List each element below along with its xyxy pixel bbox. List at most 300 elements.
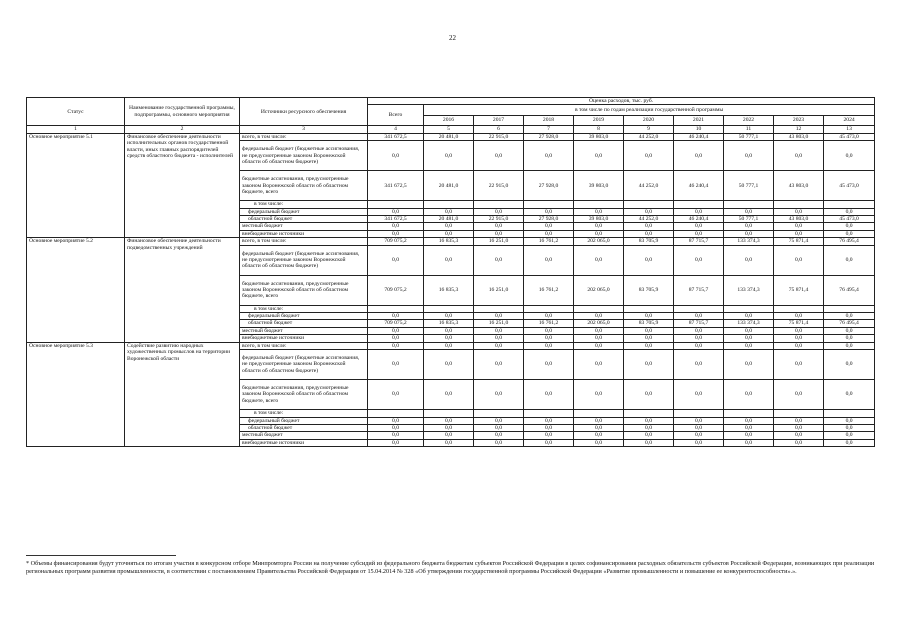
value-year: 75 871,4 (774, 275, 824, 305)
value-year: 0,0 (624, 223, 674, 230)
value-year: 0,0 (424, 245, 474, 275)
header-index-row (27, 126, 875, 133)
value-year (724, 305, 774, 312)
value-total: 0,0 (368, 245, 424, 275)
value-year: 0,0 (774, 439, 824, 446)
value-year: 0,0 (574, 424, 624, 431)
value-year: 0,0 (674, 335, 724, 342)
value-year: 0,0 (724, 327, 774, 334)
value-year (774, 201, 824, 208)
value-year: 202 065,0 (574, 320, 624, 327)
table-row (27, 342, 875, 349)
header-year: 2018 (524, 115, 574, 126)
value-year: 0,0 (774, 342, 824, 349)
header-funding-source: Источники ресурсного обеспечения (240, 98, 368, 126)
value-year: 0,0 (624, 417, 674, 424)
value-year: 16 251,0 (474, 320, 524, 327)
value-year: 0,0 (774, 313, 824, 320)
header-index: 7 (524, 126, 574, 133)
footnote-divider (26, 555, 176, 556)
value-year: 83 705,9 (624, 275, 674, 305)
value-year: 0,0 (624, 141, 674, 171)
value-year: 75 871,4 (774, 320, 824, 327)
value-year: 76 495,4 (824, 275, 875, 305)
funding-source: в том числе: (240, 410, 368, 417)
value-year: 0,0 (674, 432, 724, 439)
header-index: 9 (624, 126, 674, 133)
value-year: 0,0 (424, 223, 474, 230)
funding-source: внебюджетные источники (240, 335, 368, 342)
value-total (368, 410, 424, 417)
funding-source: местный бюджет (240, 327, 368, 334)
value-year: 133 374,3 (724, 320, 774, 327)
header-status: Статус (27, 98, 125, 126)
value-year (524, 201, 574, 208)
value-year: 0,0 (624, 327, 674, 334)
value-year: 0,0 (474, 439, 524, 446)
value-year: 0,0 (774, 230, 824, 237)
value-year: 16 835,3 (424, 238, 474, 245)
value-year: 0,0 (524, 208, 574, 215)
value-year: 16 251,0 (474, 275, 524, 305)
value-year: 0,0 (774, 223, 824, 230)
value-year: 20 481,0 (424, 216, 474, 223)
table-row (27, 238, 875, 245)
value-year: 16 761,2 (524, 275, 574, 305)
value-year (624, 201, 674, 208)
value-year (824, 305, 875, 312)
value-year: 0,0 (424, 335, 474, 342)
value-year: 0,0 (674, 350, 724, 380)
page-number: 22 (449, 34, 456, 42)
value-year (774, 305, 824, 312)
measure-name: Содействие развитию народных художественных промыслов на территории Воронежской области (125, 342, 240, 446)
value-year: 0,0 (824, 432, 875, 439)
value-year: 0,0 (574, 335, 624, 342)
value-total: 341 672,5 (368, 133, 424, 140)
value-year: 45 473,0 (824, 171, 875, 201)
header-index: 3 (240, 126, 368, 133)
value-year: 16 761,2 (524, 320, 574, 327)
funding-source: местный бюджет (240, 432, 368, 439)
value-year: 0,0 (574, 327, 624, 334)
value-year: 16 251,0 (474, 238, 524, 245)
value-year (474, 305, 524, 312)
value-year (774, 410, 824, 417)
value-year: 0,0 (524, 223, 574, 230)
value-year: 75 871,4 (774, 238, 824, 245)
funding-source: местный бюджет (240, 223, 368, 230)
value-year: 0,0 (774, 141, 824, 171)
value-year: 16 761,2 (524, 238, 574, 245)
value-year: 0,0 (674, 208, 724, 215)
value-total: 341 672,5 (368, 216, 424, 223)
value-year: 0,0 (674, 141, 724, 171)
value-year: 39 803,0 (574, 216, 624, 223)
value-year: 50 777,1 (724, 133, 774, 140)
value-year: 0,0 (624, 208, 674, 215)
funding-source: в том числе: (240, 201, 368, 208)
value-year: 0,0 (424, 342, 474, 349)
measure-status: Основное мероприятие 5.3 (27, 342, 125, 446)
value-year: 0,0 (424, 327, 474, 334)
value-year (574, 201, 624, 208)
funding-source: бюджетные ассигнования, предусмотренные законом Воронежской области об областном бюджете, всего (240, 380, 368, 410)
header-year: 2016 (424, 115, 474, 126)
header-year: 2023 (774, 115, 824, 126)
value-year: 0,0 (724, 424, 774, 431)
value-year (424, 410, 474, 417)
value-total: 341 672,5 (368, 171, 424, 201)
value-year: 0,0 (474, 335, 524, 342)
value-year: 50 777,1 (724, 216, 774, 223)
funding-source: внебюджетные источники (240, 439, 368, 446)
value-year: 76 495,4 (824, 238, 875, 245)
value-year: 44 252,0 (624, 216, 674, 223)
value-total: 0,0 (368, 335, 424, 342)
header-index: 8 (574, 126, 624, 133)
value-total: 0,0 (368, 230, 424, 237)
value-year: 27 928,0 (524, 216, 574, 223)
table-header (27, 98, 875, 134)
funding-source: внебюджетные источники (240, 230, 368, 237)
value-year: 39 803,0 (574, 171, 624, 201)
header-index: 11 (724, 126, 774, 133)
value-year: 0,0 (824, 245, 875, 275)
table-body (27, 133, 875, 446)
header-year: 2021 (674, 115, 724, 126)
value-year: 0,0 (724, 417, 774, 424)
header-by-year: в том числе по годам реализации государственной программы (424, 105, 875, 116)
funding-source: федеральный бюджет (240, 313, 368, 320)
footnote: * Объемы финансирования будут уточняться по итогам участия в конкурсном отборе Минпромторга России на получение субсидий из федерального бюджета бюджетам субъектов Российской Федерации в целях софинансирования расходных обязательств субъектов Российской Федерации, возникающих при реализации региональных программ развития промышленности, в соответствии с постановлением Правительства Российской Федерации от 15.04.2014 № 328 «Об утверждении государственной программы Российской Федерации «Развитие промышленности и повышение ее конкурентоспособности».». (26, 560, 875, 575)
value-year: 0,0 (674, 342, 724, 349)
value-year: 0,0 (724, 380, 774, 410)
value-year (424, 201, 474, 208)
value-year: 20 481,0 (424, 133, 474, 140)
value-year: 0,0 (624, 342, 674, 349)
value-year: 0,0 (524, 380, 574, 410)
value-year: 0,0 (524, 350, 574, 380)
value-year: 0,0 (724, 223, 774, 230)
value-year: 0,0 (624, 245, 674, 275)
header-year: 2017 (474, 115, 524, 126)
header-index: 2 (125, 126, 240, 133)
funding-source: областной бюджет (240, 216, 368, 223)
value-year: 44 252,0 (624, 171, 674, 201)
value-year: 0,0 (724, 230, 774, 237)
value-year: 0,0 (574, 141, 624, 171)
value-year: 0,0 (574, 350, 624, 380)
value-year: 0,0 (574, 230, 624, 237)
header-index: 10 (674, 126, 724, 133)
value-year: 87 715,7 (674, 275, 724, 305)
value-year: 50 777,1 (724, 171, 774, 201)
measure-name: Финансовое обеспечение деятельности исполнительных органов государственной власти, иных главных распорядителей средств областного бюджета - исполнителей (125, 133, 240, 237)
value-year: 83 705,9 (624, 238, 674, 245)
value-year: 39 803,0 (574, 133, 624, 140)
value-year: 202 065,0 (574, 238, 624, 245)
funding-source: областной бюджет (240, 320, 368, 327)
value-year: 0,0 (524, 439, 574, 446)
value-year: 0,0 (824, 313, 875, 320)
value-year: 0,0 (774, 424, 824, 431)
value-year: 0,0 (524, 335, 574, 342)
funding-source: областной бюджет (240, 424, 368, 431)
value-year: 45 473,0 (824, 133, 875, 140)
value-year: 0,0 (474, 432, 524, 439)
funding-source: федеральный бюджет (240, 208, 368, 215)
value-total: 0,0 (368, 439, 424, 446)
budget-table (26, 97, 875, 447)
value-year: 87 715,7 (674, 320, 724, 327)
value-year: 0,0 (824, 327, 875, 334)
value-year: 0,0 (424, 424, 474, 431)
header-index: 13 (824, 126, 875, 133)
value-year (724, 201, 774, 208)
value-total: 0,0 (368, 223, 424, 230)
value-year: 0,0 (674, 380, 724, 410)
value-year: 0,0 (474, 342, 524, 349)
value-year: 0,0 (824, 223, 875, 230)
value-year: 0,0 (774, 327, 824, 334)
value-total: 0,0 (368, 327, 424, 334)
value-year: 0,0 (674, 223, 724, 230)
value-year: 22 915,0 (474, 133, 524, 140)
value-year: 0,0 (474, 245, 524, 275)
funding-source: федеральный бюджет (бюджетные ассигнования, не предусмотренные законом Воронежской области об областном бюджете) (240, 141, 368, 171)
measure-name: Финансовое обеспечение деятельности подведомственных учреждений (125, 238, 240, 342)
header-index: 6 (474, 126, 524, 133)
measure-status: Основное мероприятие 5.2 (27, 238, 125, 342)
value-year: 0,0 (624, 424, 674, 431)
header-estimate: Оценка расходов, тыс. руб. (368, 98, 875, 105)
value-year: 0,0 (574, 380, 624, 410)
value-year: 0,0 (524, 230, 574, 237)
value-total: 0,0 (368, 141, 424, 171)
value-year (724, 410, 774, 417)
value-year (824, 201, 875, 208)
value-year: 20 481,0 (424, 171, 474, 201)
value-year: 46 240,4 (674, 171, 724, 201)
value-year: 0,0 (524, 417, 574, 424)
value-year: 0,0 (624, 380, 674, 410)
value-year: 0,0 (624, 230, 674, 237)
value-year: 44 252,0 (624, 133, 674, 140)
value-year: 0,0 (524, 313, 574, 320)
measure-status: Основное мероприятие 5.1 (27, 133, 125, 237)
header-year: 2020 (624, 115, 674, 126)
value-year (824, 410, 875, 417)
value-year: 0,0 (474, 327, 524, 334)
funding-source: бюджетные ассигнования, предусмотренные законом Воронежской области об областном бюджете, всего (240, 171, 368, 201)
value-year: 0,0 (674, 230, 724, 237)
value-year: 0,0 (574, 313, 624, 320)
value-total: 709 075,2 (368, 275, 424, 305)
value-year: 0,0 (774, 417, 824, 424)
value-year: 27 928,0 (524, 133, 574, 140)
value-year: 0,0 (574, 342, 624, 349)
value-year: 0,0 (774, 335, 824, 342)
value-year: 46 240,4 (674, 216, 724, 223)
header-year: 2024 (824, 115, 875, 126)
value-year: 0,0 (824, 230, 875, 237)
funding-source: федеральный бюджет (240, 417, 368, 424)
value-year: 0,0 (474, 380, 524, 410)
value-year: 0,0 (574, 439, 624, 446)
value-year: 43 803,0 (774, 216, 824, 223)
value-year: 0,0 (424, 432, 474, 439)
value-year: 0,0 (774, 208, 824, 215)
value-year (624, 410, 674, 417)
value-year: 0,0 (524, 432, 574, 439)
value-year: 76 495,4 (824, 320, 875, 327)
header-year: 2022 (724, 115, 774, 126)
value-year: 0,0 (424, 141, 474, 171)
funding-source: всего, в том числе: (240, 238, 368, 245)
value-year: 0,0 (774, 245, 824, 275)
value-year: 0,0 (724, 342, 774, 349)
value-year: 0,0 (574, 245, 624, 275)
value-year: 0,0 (824, 335, 875, 342)
value-total: 0,0 (368, 424, 424, 431)
value-year (524, 410, 574, 417)
value-year: 0,0 (624, 335, 674, 342)
value-total: 0,0 (368, 350, 424, 380)
value-year: 0,0 (724, 335, 774, 342)
value-year: 0,0 (474, 424, 524, 431)
value-year: 0,0 (724, 208, 774, 215)
value-year: 133 374,3 (724, 275, 774, 305)
value-year: 0,0 (524, 342, 574, 349)
value-year: 0,0 (774, 380, 824, 410)
value-year: 0,0 (624, 432, 674, 439)
value-year: 0,0 (674, 424, 724, 431)
value-year: 0,0 (724, 439, 774, 446)
value-year: 0,0 (474, 208, 524, 215)
value-total: 0,0 (368, 313, 424, 320)
value-year: 16 835,3 (424, 320, 474, 327)
funding-source: всего, в том числе: (240, 342, 368, 349)
value-year (624, 305, 674, 312)
value-year: 0,0 (824, 439, 875, 446)
value-year (524, 305, 574, 312)
value-year: 0,0 (624, 350, 674, 380)
value-year: 0,0 (824, 141, 875, 171)
value-year: 0,0 (474, 141, 524, 171)
value-year: 0,0 (574, 223, 624, 230)
value-year: 0,0 (524, 424, 574, 431)
header-year: 2019 (574, 115, 624, 126)
value-year: 0,0 (724, 141, 774, 171)
value-total (368, 305, 424, 312)
value-year: 87 715,7 (674, 238, 724, 245)
funding-source: бюджетные ассигнования, предусмотренные законом Воронежской области об областном бюджете, всего (240, 275, 368, 305)
value-total: 0,0 (368, 342, 424, 349)
value-year: 0,0 (474, 417, 524, 424)
funding-source: федеральный бюджет (бюджетные ассигнования, не предусмотренные законом Воронежской области об областном бюджете) (240, 245, 368, 275)
value-year: 0,0 (624, 439, 674, 446)
funding-source: всего, в том числе: (240, 133, 368, 140)
value-total: 0,0 (368, 432, 424, 439)
value-year: 0,0 (424, 417, 474, 424)
header-index: 1 (27, 126, 125, 133)
value-year: 0,0 (424, 439, 474, 446)
value-year: 43 803,0 (774, 133, 824, 140)
value-year: 27 928,0 (524, 171, 574, 201)
value-year (574, 305, 624, 312)
value-year: 0,0 (424, 380, 474, 410)
value-year: 45 473,0 (824, 216, 875, 223)
value-total: 709 075,2 (368, 320, 424, 327)
value-year: 0,0 (674, 417, 724, 424)
value-total: 709 075,2 (368, 238, 424, 245)
value-year: 22 915,0 (474, 171, 524, 201)
value-year: 0,0 (674, 439, 724, 446)
value-year: 0,0 (774, 350, 824, 380)
value-year: 0,0 (424, 230, 474, 237)
value-year (424, 305, 474, 312)
value-year: 0,0 (574, 417, 624, 424)
value-year: 0,0 (574, 208, 624, 215)
funding-source: федеральный бюджет (бюджетные ассигнования, не предусмотренные законом Воронежской области об областном бюджете) (240, 350, 368, 380)
value-year: 0,0 (774, 432, 824, 439)
value-year: 0,0 (474, 230, 524, 237)
value-year: 0,0 (824, 424, 875, 431)
value-year: 83 705,9 (624, 320, 674, 327)
value-year: 22 915,0 (474, 216, 524, 223)
value-year: 0,0 (724, 245, 774, 275)
value-year: 0,0 (724, 432, 774, 439)
value-year: 0,0 (474, 313, 524, 320)
value-year: 0,0 (424, 313, 474, 320)
value-year: 0,0 (424, 350, 474, 380)
value-year: 0,0 (824, 380, 875, 410)
value-year: 0,0 (724, 350, 774, 380)
value-year: 0,0 (724, 313, 774, 320)
header-index: 12 (774, 126, 824, 133)
table-row (27, 133, 875, 140)
funding-source: в том числе: (240, 305, 368, 312)
value-year (674, 305, 724, 312)
value-year: 0,0 (624, 313, 674, 320)
value-year: 0,0 (824, 208, 875, 215)
value-year: 0,0 (474, 223, 524, 230)
value-year: 0,0 (824, 417, 875, 424)
value-year (674, 201, 724, 208)
header-total: Всего (368, 105, 424, 126)
value-total (368, 201, 424, 208)
value-year: 0,0 (824, 342, 875, 349)
value-year: 46 240,4 (674, 133, 724, 140)
value-year: 0,0 (574, 432, 624, 439)
value-year: 0,0 (674, 313, 724, 320)
value-year: 0,0 (524, 141, 574, 171)
value-year: 43 803,0 (774, 171, 824, 201)
header-index: 5 (424, 126, 474, 133)
value-year: 133 374,3 (724, 238, 774, 245)
value-year: 16 835,3 (424, 275, 474, 305)
header-program-name: Наименование государственной программы, подпрограммы, основного мероприятия (125, 98, 240, 126)
value-total: 0,0 (368, 380, 424, 410)
value-year: 0,0 (524, 327, 574, 334)
value-year: 0,0 (674, 327, 724, 334)
value-year (674, 410, 724, 417)
value-total: 0,0 (368, 417, 424, 424)
value-year (574, 410, 624, 417)
value-year: 0,0 (524, 245, 574, 275)
value-total: 0,0 (368, 208, 424, 215)
